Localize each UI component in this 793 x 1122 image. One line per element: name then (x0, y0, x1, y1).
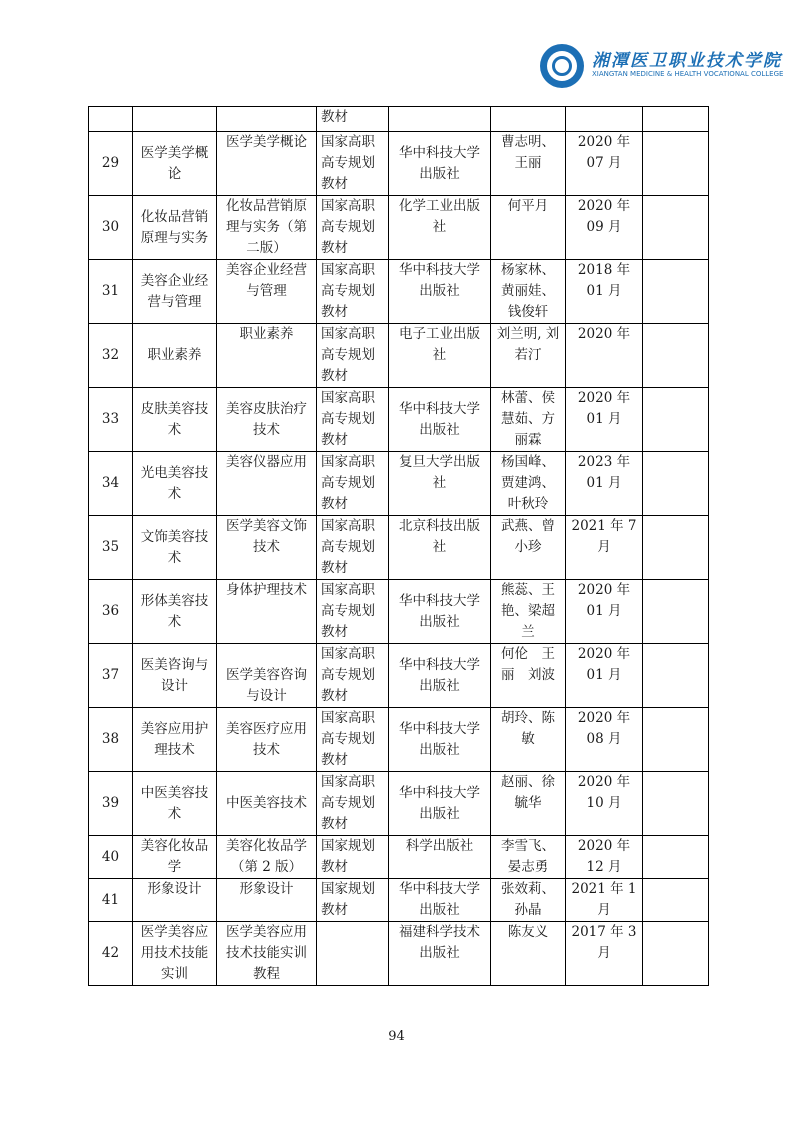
cell-number: 37 (89, 644, 133, 708)
cell-remark (643, 922, 709, 986)
cell-author: 曹志明、王丽 (491, 132, 566, 196)
cell-publisher: 复旦大学出版社 (389, 452, 491, 516)
cell-date: 2020 年 07 月 (566, 132, 643, 196)
cell-textbook: 职业素养 (217, 324, 317, 388)
cell-number: 30 (89, 196, 133, 260)
table-row (89, 516, 709, 580)
cell-number: 41 (89, 879, 133, 922)
cell-number: 39 (89, 772, 133, 836)
cell-course: 文饰美容技术 (133, 516, 217, 580)
cell-course: 美容应用护理技术 (133, 708, 217, 772)
table-row (89, 580, 709, 644)
table-row (89, 324, 709, 388)
cell-author: 何伦 王丽 刘波 (491, 644, 566, 708)
cell-publisher: 电子工业出版社 (389, 324, 491, 388)
cell-type: 国家高职高专规划教材 (317, 580, 389, 644)
cell-remark (643, 644, 709, 708)
cell-publisher: 华中科技大学出版社 (389, 580, 491, 644)
cell-number: 33 (89, 388, 133, 452)
cell-type: 国家高职高专规划教材 (317, 260, 389, 324)
cell-textbook: 化妆品营销原理与实务（第二版） (217, 196, 317, 260)
table-row (89, 452, 709, 516)
cell-date: 2017 年 3 月 (566, 922, 643, 986)
cell-number: 38 (89, 708, 133, 772)
cell-publisher: 北京科技出版社 (389, 516, 491, 580)
cell-date: 2020 年 08 月 (566, 708, 643, 772)
cell-course: 皮肤美容技术 (133, 388, 217, 452)
cell-course: 医学美容应用技术技能实训 (133, 922, 217, 986)
cell-textbook: 美容皮肤治疗技术 (217, 388, 317, 452)
cell-type: 教材 (317, 107, 389, 132)
textbook-table (88, 106, 709, 986)
cell-textbook: 医学美学概论 (217, 132, 317, 196)
cell-type (317, 922, 389, 986)
school-emblem-icon (540, 44, 584, 88)
cell-author: 李雪飞、晏志勇 (491, 836, 566, 879)
cell-date: 2023 年 01 月 (566, 452, 643, 516)
cell-course: 形象设计 (133, 879, 217, 922)
cell-publisher: 华中科技大学出版社 (389, 132, 491, 196)
school-name-en: XIANGTAN MEDICINE & HEALTH VOCATIONAL COLLEGE (592, 70, 784, 78)
cell-type: 国家高职高专规划教材 (317, 324, 389, 388)
school-name: 湘潭医卫职业技术学院 (592, 51, 782, 71)
cell-remark (643, 879, 709, 922)
cell-publisher: 华中科技大学出版社 (389, 708, 491, 772)
cell-course: 职业素养 (133, 324, 217, 388)
cell-textbook: 美容化妆品学（第 2 版） (217, 836, 317, 879)
cell-remark (643, 580, 709, 644)
cell-author: 陈友义 (491, 922, 566, 986)
cell-course: 光电美容技术 (133, 452, 217, 516)
cell-type: 国家高职高专规划教材 (317, 772, 389, 836)
cell-author: 张效莉、孙晶 (491, 879, 566, 922)
cell-author: 杨国峰、贾建鸿、叶秋玲 (491, 452, 566, 516)
cell-author: 杨家林、黄丽娃、钱俊轩 (491, 260, 566, 324)
page-number: 94 (388, 1029, 405, 1044)
cell-date: 2020 年 01 月 (566, 388, 643, 452)
table-row (89, 196, 709, 260)
cell-number: 31 (89, 260, 133, 324)
cell-number: 42 (89, 922, 133, 986)
cell-author: 赵丽、徐毓华 (491, 772, 566, 836)
cell-course: 中医美容技术 (133, 772, 217, 836)
cell-remark (643, 196, 709, 260)
table-row (89, 132, 709, 196)
cell-date: 2020 年 10 月 (566, 772, 643, 836)
cell-remark (643, 836, 709, 879)
cell-publisher: 华中科技大学出版社 (389, 260, 491, 324)
cell-publisher: 华中科技大学出版社 (389, 772, 491, 836)
cell-type: 国家高职高专规划教材 (317, 452, 389, 516)
cell-number: 35 (89, 516, 133, 580)
table-row (89, 708, 709, 772)
cell-author: 熊蕊、王艳、梁超兰 (491, 580, 566, 644)
cell-remark (643, 516, 709, 580)
cell-remark (643, 260, 709, 324)
cell-author: 刘兰明, 刘若汀 (491, 324, 566, 388)
cell-publisher: 化学工业出版社 (389, 196, 491, 260)
cell-author: 武燕、曾小珍 (491, 516, 566, 580)
cell-number: 34 (89, 452, 133, 516)
table-row (89, 836, 709, 879)
table-row (89, 922, 709, 986)
cell-type: 国家高职高专规划教材 (317, 516, 389, 580)
cell-date: 2020 年 (566, 324, 643, 388)
cell-remark (643, 452, 709, 516)
table-row (89, 388, 709, 452)
cell-author: 胡玲、陈敏 (491, 708, 566, 772)
cell-author: 何平月 (491, 196, 566, 260)
cell-date: 2018 年 01 月 (566, 260, 643, 324)
table-row (89, 260, 709, 324)
cell-course: 美容企业经营与管理 (133, 260, 217, 324)
cell-author: 林蕾、侯慧茹、方丽霖 (491, 388, 566, 452)
cell-remark (643, 324, 709, 388)
cell-textbook: 美容仪器应用 (217, 452, 317, 516)
cell-type: 国家高职高专规划教材 (317, 388, 389, 452)
cell-type: 国家高职高专规划教材 (317, 132, 389, 196)
cell-course: 形体美容技术 (133, 580, 217, 644)
table-row (89, 644, 709, 708)
cell-textbook: 形象设计 (217, 879, 317, 922)
cell-date: 2021 年 1 月 (566, 879, 643, 922)
cell-publisher: 华中科技大学出版社 (389, 879, 491, 922)
cell-textbook: 医学美容应用技术技能实训教程 (217, 922, 317, 986)
cell-date: 2021 年 7 月 (566, 516, 643, 580)
cell-textbook: 医学美容咨询与设计 (217, 644, 317, 708)
cell-course: 医学美学概论 (133, 132, 217, 196)
cell-date: 2020 年 01 月 (566, 644, 643, 708)
cell-type: 国家规划教材 (317, 879, 389, 922)
school-logo (540, 44, 784, 88)
cell-type: 国家高职高专规划教材 (317, 644, 389, 708)
cell-publisher: 华中科技大学出版社 (389, 388, 491, 452)
cell-textbook: 美容企业经营与管理 (217, 260, 317, 324)
cell-textbook: 身体护理技术 (217, 580, 317, 644)
cell-number: 36 (89, 580, 133, 644)
cell-course: 化妆品营销原理与实务 (133, 196, 217, 260)
cell-type: 国家规划教材 (317, 836, 389, 879)
cell-course: 医美咨询与设计 (133, 644, 217, 708)
cell-type: 国家高职高专规划教材 (317, 708, 389, 772)
table-row (89, 879, 709, 922)
cell-course: 美容化妆品学 (133, 836, 217, 879)
cell-remark (643, 132, 709, 196)
cell-number: 32 (89, 324, 133, 388)
cell-date: 2020 年 12 月 (566, 836, 643, 879)
cell-remark (643, 388, 709, 452)
cell-publisher: 科学出版社 (389, 836, 491, 879)
cell-number: 29 (89, 132, 133, 196)
cell-number: 40 (89, 836, 133, 879)
cell-date: 2020 年 09 月 (566, 196, 643, 260)
cell-date: 2020 年 01 月 (566, 580, 643, 644)
cell-publisher: 华中科技大学出版社 (389, 644, 491, 708)
cell-remark (643, 708, 709, 772)
cell-publisher: 福建科学技术出版社 (389, 922, 491, 986)
cell-textbook: 美容医疗应用技术 (217, 708, 317, 772)
cell-textbook: 医学美容文饰技术 (217, 516, 317, 580)
table-row (89, 107, 709, 132)
cell-remark (643, 772, 709, 836)
cell-type: 国家高职高专规划教材 (317, 196, 389, 260)
table-row (89, 772, 709, 836)
cell-textbook: 中医美容技术 (217, 772, 317, 836)
